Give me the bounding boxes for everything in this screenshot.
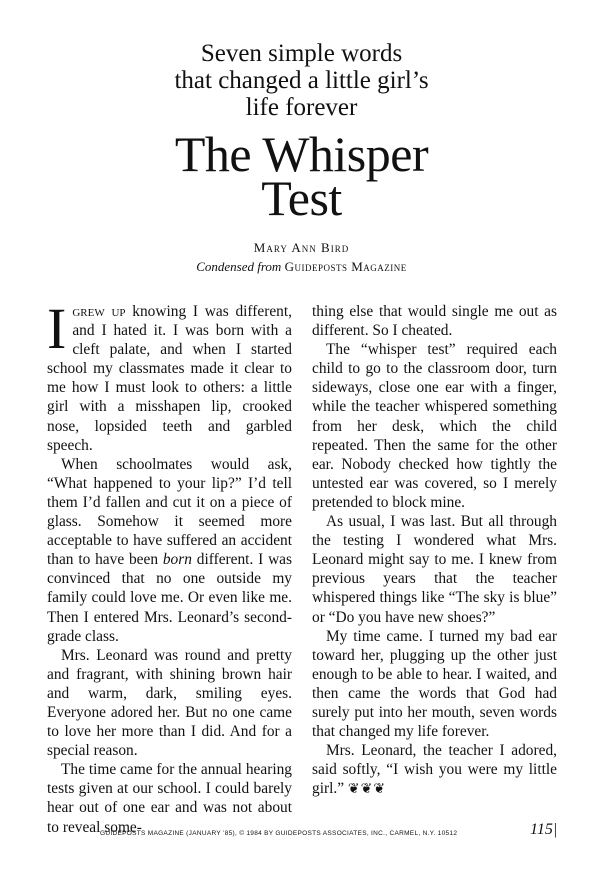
author-byline: Mary Ann Bird (253, 240, 350, 255)
paragraph-7: As usual, I was last. But all through the testing I wondered what Mrs. Leonard might say to me. I knew from previous years that the teacher whispered things like “The sky is blue” or “Do you have new shoes?” (312, 513, 557, 626)
italic-word: born (162, 551, 192, 569)
kicker-line-1: Seven simple words (200, 40, 403, 67)
kicker-line-2: that changed a little girl’s (174, 67, 429, 94)
paragraph-4: The time came for the annual hearing tests given at our school. I could barely hear out of one ear and was not about to reveal some- (47, 761, 292, 836)
title-line-1: The Whisper (174, 126, 429, 182)
paragraph-3: Mrs. Leonard was round and pretty and fragrant, with shining brown hair and warm, dark, smiling eyes. Everyone adored her. But no one came to love her more than I did. And for a special reason. (47, 646, 292, 760)
paragraph-2 (47, 455, 292, 646)
paragraph-2-tail: different. I was convinced that no one outside my family could love me. Or even like me. Then I entered Mrs. Leonard’s second-grade class. (47, 551, 293, 645)
drop-cap: I (47, 296, 67, 361)
kicker-line-3: life forever (245, 94, 358, 121)
left-column (47, 296, 293, 837)
paragraph-6: The “whisper test” required each child to go to the classroom door, turn sideways, close one ear with a finger, while the teacher whispered something from her desk, which the child repeated. Then the same for the other ear. Nobody checked how tightly the untested ear was covered, so I merely pretended to block mine. (312, 341, 557, 511)
paragraph-9-text: Mrs. Leonard, the teacher I adored, said softly, “I wish you were my little girl.” (312, 742, 557, 798)
paragraph-8: My time came. I turned my bad ear toward her, plugging up the other just enough to be able to hear. I waited, and then came the words that God had surely put into her mouth, seven words that changed my life forever. (312, 627, 557, 741)
paragraph-9 (312, 741, 557, 799)
paragraph-1 (47, 296, 292, 455)
paragraph-5: thing else that would single me out as different. So I cheated. (312, 303, 557, 340)
credit-source: Guideposts Magazine (284, 259, 407, 274)
source-credit (0, 259, 603, 275)
page-number: 115| (530, 821, 558, 838)
right-column (312, 302, 557, 799)
credit-prefix: Condensed from (196, 259, 282, 274)
paragraph-1-text: knowing I was different, and I hated it. I was born with a cleft palate, and when I started school my classmates made it clear to me how I must look to others: a little girl with a misshapen lip, crooked nose, lopsided teeth and garbled speech. (47, 303, 292, 454)
end-ornament-icon: ❦❦❦ (347, 782, 387, 798)
paragraph-2-text: When schoolmates would ask, “What happened to your lip?” I’d tell them I’d fallen and cut it on a piece of glass. Somehow it seemed more acceptable to have suffered an accident than to have been (47, 455, 292, 569)
title-line-2: Test (261, 170, 342, 226)
opening-smallcaps: grew up (72, 303, 126, 320)
footer-credit: GUIDEPOSTS MAGAZINE (JANUARY ’85), © 1984 BY GUIDEPOSTS ASSOCIATES, INC., CARMEL, N.Y. 10512 (100, 830, 458, 837)
